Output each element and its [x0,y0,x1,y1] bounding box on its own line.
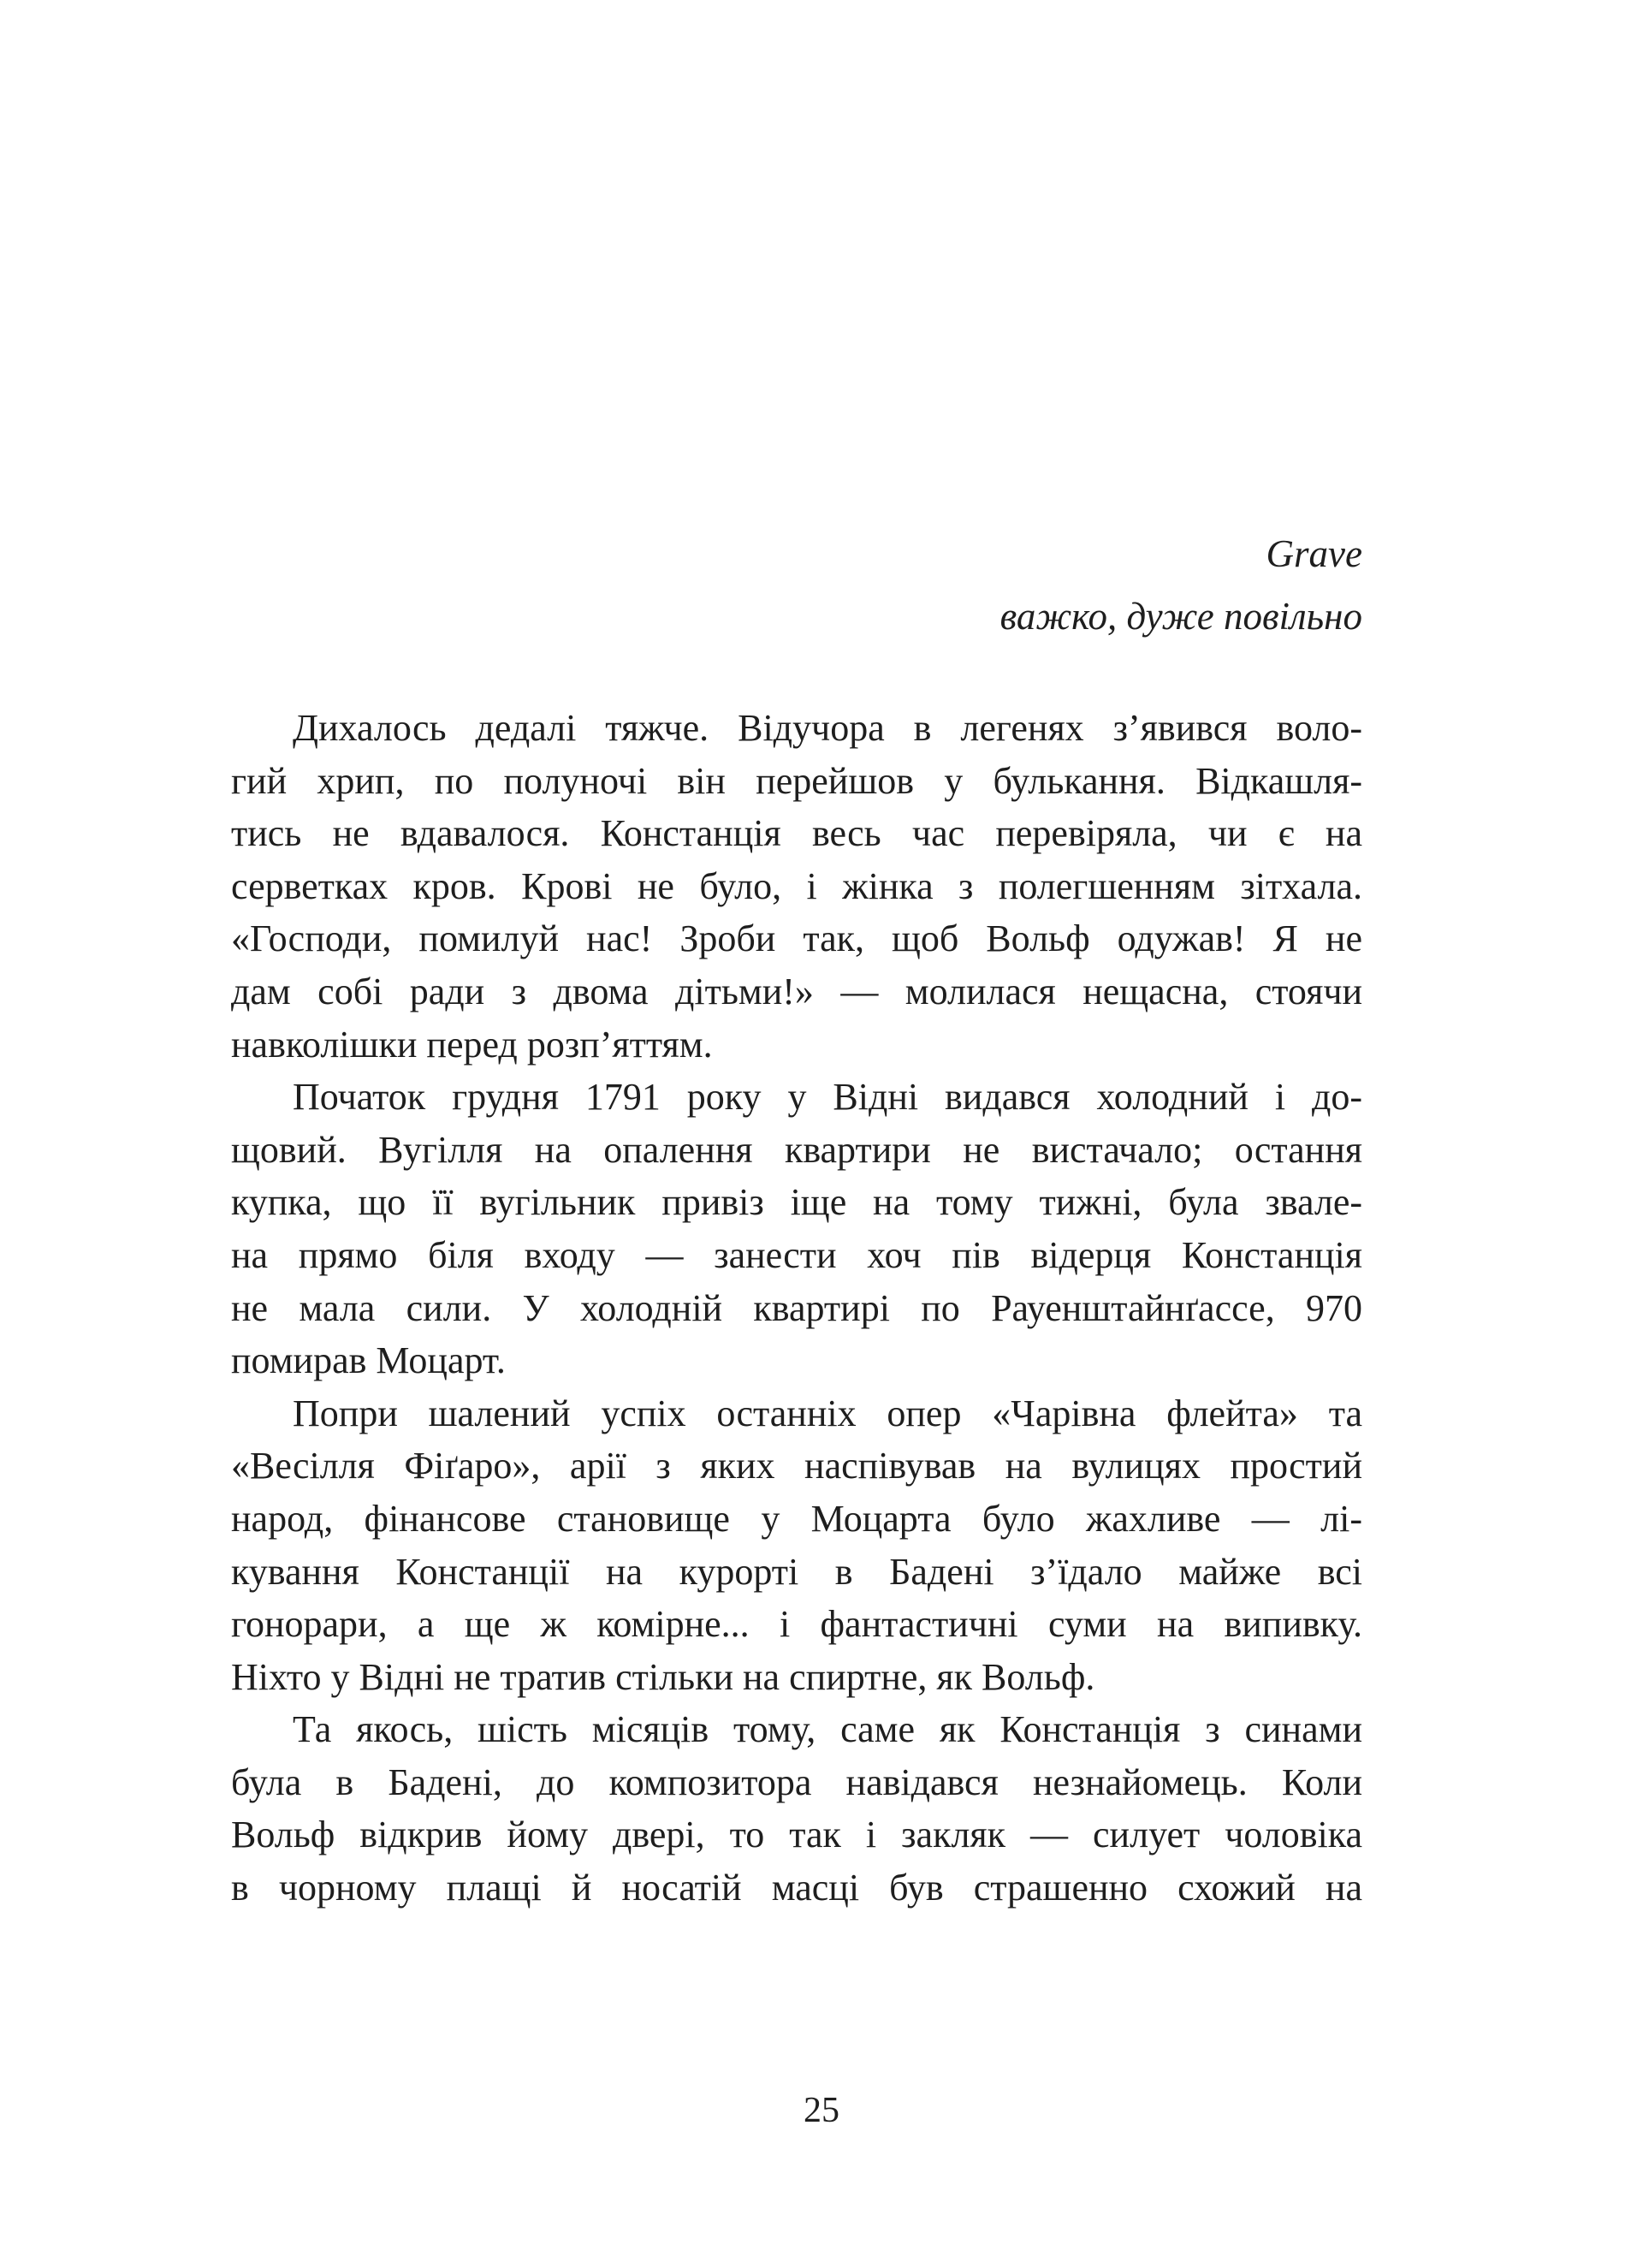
text-line: серветках кров. Крові не було, і жінка з полегшенням зітхала. [231,864,1362,907]
text-line: навколішки перед розп’яттям. [231,1023,713,1066]
paragraph [231,1708,1362,1919]
text-line: Та якось, шість місяців тому, саме як Констанція з синами [293,1708,1362,1751]
body-text [231,707,1362,1920]
text-line: не мала сили. У холодній квартирі по Рауенштайнґассе, 970 [231,1286,1362,1329]
text-line: Дихалось дедалі тяжче. Відучора в легенях з’явився воло- [293,707,1362,749]
text-line: гонорари, а ще ж комірне... і фантастичні суми на випивку. [231,1603,1362,1646]
text-line: Попри шалений успіх останніх опер «Чарівна флейта» та [293,1392,1362,1434]
paragraph [231,1076,1362,1392]
epigraph-translation: важко, дуже повільно [999,595,1362,638]
text-line: була в Бадені, до композитора навідався незнайомець. Коли [231,1760,1362,1803]
text-line: гий хрип, по полуночі він перейшов у булькання. Відкашля- [231,759,1362,802]
text-line: дам собі ради з двома дітьми!» — молилася нещасна, стоячи [231,970,1362,1012]
text-line: «Господи, помилуй нас! Зроби так, щоб Вольф одужав! Я не [231,917,1362,960]
text-line: Вольф відкрив йому двері, то так і закляк — силует чоловіка [231,1814,1362,1856]
text-line: купка, що її вугільник привіз іще на тому тижні, була звале- [231,1181,1362,1224]
text-line: помирав Моцарт. [231,1339,506,1382]
epigraph-tempo: Grave [1266,532,1362,575]
text-line: щовий. Вугілля на опалення квартири не вистачало; остання [231,1128,1362,1171]
text-line: в чорному плащі й носатій масці був страшенно схожий на [231,1867,1362,1909]
text-line: народ, фінансове становище у Моцарта було жахливе — лі- [231,1497,1362,1540]
text-line: Ніхто у Відні не тратив стільки на спиртне, як Вольф. [231,1655,1095,1698]
paragraph [231,1392,1362,1709]
text-line: на прямо біля входу — занести хоч пів відерця Констанція [231,1233,1362,1276]
text-line: Початок грудня 1791 року у Відні видався холодний і до- [293,1076,1362,1119]
text-line: «Весілля Фіґаро», арії з яких наспівував на вулицях простий [231,1445,1362,1487]
text-line: кування Констанції на курорті в Бадені з’їдало майже всі [231,1550,1362,1593]
paragraph [231,707,1362,1076]
page-number: 25 [804,2091,839,2130]
text-line: тись не вдавалося. Констанція весь час перевіряла, чи є на [231,812,1362,855]
